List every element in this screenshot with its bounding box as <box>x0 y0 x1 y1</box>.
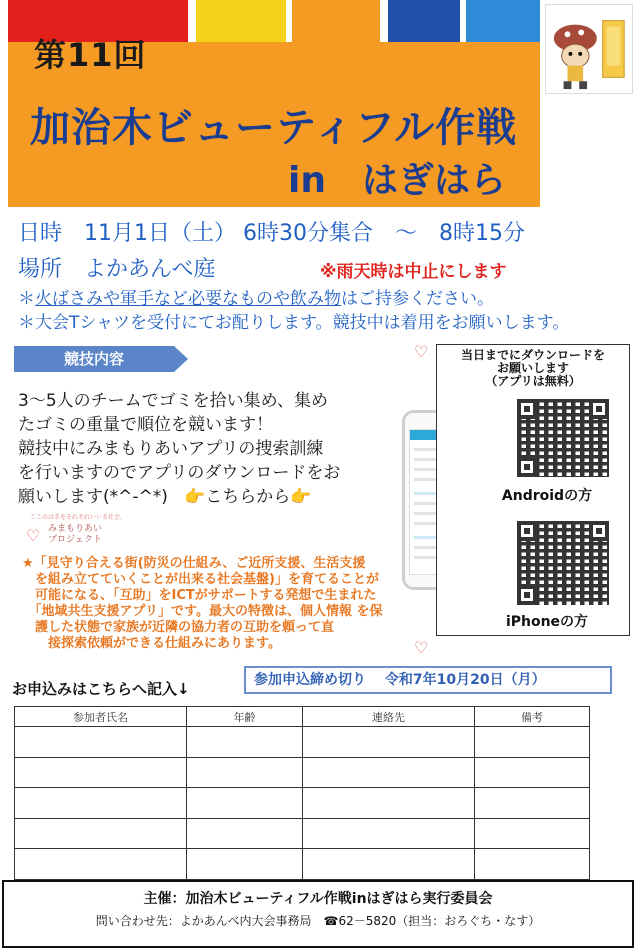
competition-line: を行いますのでアプリのダウンロードをお <box>18 463 341 483</box>
contact-cell[interactable] <box>303 727 475 758</box>
rain-notice: ※雨天時は中止にします <box>320 262 507 282</box>
event-place: 場所 よかあんべ庭 <box>18 257 216 282</box>
app-explanation-line: 接探索依頼ができる仕組みにあります。 <box>22 636 281 651</box>
remarks-cell[interactable] <box>475 849 590 880</box>
competition-line-last: 願いします(*^-^*) 👉こちらから👉 <box>18 487 312 507</box>
app-explanation-line: ★「見守り合える街(防災の仕組み、ご近所支援、生活支援 <box>22 556 366 571</box>
download-heading: 当日までにダウンロードを お願いします （アプリは無料） <box>460 348 605 388</box>
heart-icon: ♡ <box>26 526 41 545</box>
name-cell[interactable] <box>15 757 187 788</box>
android-qr-code[interactable] <box>517 399 609 477</box>
contact-text: 問い合わせ先：よかあんべ内大会事務局 ☎62－5820（担当：おろぐち・なす） <box>95 914 541 928</box>
name-cell[interactable] <box>15 727 187 758</box>
application-form-table <box>14 706 590 880</box>
competition-line: 競技中にみまもりあいアプリの捜索訓練 <box>18 439 324 459</box>
competition-line: 3～5人のチームでゴミを拾い集め、集め <box>18 391 328 411</box>
iphone-label: iPhoneの方 <box>505 614 589 630</box>
age-cell[interactable] <box>187 849 303 880</box>
name-cell[interactable] <box>15 849 187 880</box>
table-row <box>15 757 590 788</box>
iphone-qr-code[interactable] <box>517 521 609 605</box>
remarks-cell[interactable] <box>475 818 590 849</box>
event-subtitle: in はぎはら <box>288 160 506 201</box>
contact-cell[interactable] <box>303 788 475 819</box>
column-header-remarks: 備考 <box>475 707 590 727</box>
apply-here-label: お申込みはこちらへ記入↓ <box>12 680 190 698</box>
name-cell[interactable] <box>15 788 187 819</box>
organizer-footer <box>2 880 634 948</box>
competition-line: たゴミの重量で順位を競います！ <box>18 415 273 435</box>
bring-items-note: ＊火ばさみや軍手など必要なものや飲み物はご持参ください。 <box>18 289 494 309</box>
remarks-cell[interactable] <box>475 788 590 819</box>
name-cell[interactable] <box>15 818 187 849</box>
download-box <box>436 344 630 636</box>
age-cell[interactable] <box>187 788 303 819</box>
mascot-image <box>545 4 633 94</box>
heart-icon: ♡ <box>414 638 429 657</box>
column-header-contact: 連絡先 <box>303 707 475 727</box>
age-cell[interactable] <box>187 818 303 849</box>
app-explanation-line: 可能になる、「互助」をICTがサポートする発想で生まれた <box>22 588 377 603</box>
table-row <box>15 818 590 849</box>
event-datetime: 日時 11月1日（土） 6時30分集合 ～ 8時15分 <box>18 221 525 246</box>
column-header-age: 年齢 <box>187 707 303 727</box>
age-cell[interactable] <box>187 757 303 788</box>
event-title: 加治木ビューティフル作戦 <box>30 105 518 151</box>
contact-cell[interactable] <box>303 757 475 788</box>
deadline-box: 参加申込締め切り 令和7年10月20日（月） <box>244 666 612 694</box>
table-row <box>15 849 590 880</box>
remarks-cell[interactable] <box>475 727 590 758</box>
app-explanation-line: を組み立てていくことが出来る社会基盤)」を育てることが <box>22 572 379 587</box>
mimamoriai-logo: ここのは手をそれぞれいいる社会。 ♡ みまもりあい プロジェクト <box>26 514 127 545</box>
table-row <box>15 788 590 819</box>
android-label: Androidの方 <box>501 488 593 504</box>
section-tag-competition: 競技内容 <box>14 346 174 372</box>
organizer-text: 主催：加治木ビューティフル作戦inはぎはら実行委員会 <box>143 891 493 907</box>
table-row <box>15 727 590 758</box>
contact-cell[interactable] <box>303 818 475 849</box>
heart-icon: ♡ <box>414 342 429 361</box>
table-header-row <box>15 707 590 727</box>
app-explanation-line: 「地域共生支援アプリ」です。最大の特徴は、個人情報 を保 <box>22 604 383 619</box>
age-cell[interactable] <box>187 727 303 758</box>
contact-cell[interactable] <box>303 849 475 880</box>
pointing-hand-icon: 👉 <box>290 487 312 507</box>
remarks-cell[interactable] <box>475 757 590 788</box>
app-explanation-line: 護した状態で家族が近隣の協力者の互助を頼って直 <box>22 620 335 635</box>
column-header-name: 参加者氏名 <box>15 707 187 727</box>
tshirt-note: ＊大会Tシャツを受付にてお配りします。競技中は着用をお願いします。 <box>18 313 570 333</box>
edition-label: 第11回 <box>34 36 147 74</box>
pointing-hand-icon: 👉 <box>173 487 206 507</box>
